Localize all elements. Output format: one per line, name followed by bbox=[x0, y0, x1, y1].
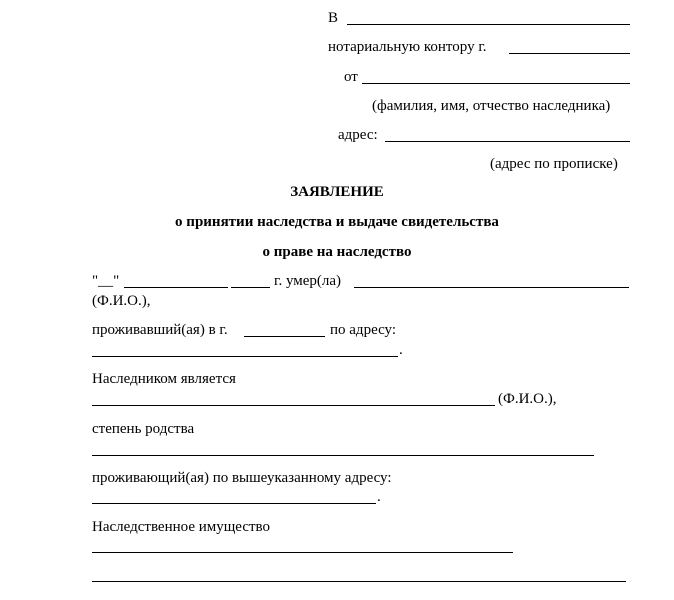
address-label: адрес: bbox=[338, 127, 378, 143]
from-label: от bbox=[344, 69, 358, 85]
heir-name-hint: (фамилия, имя, отчество наследника) bbox=[372, 98, 611, 114]
deceased-fio-label: (Ф.И.О.), bbox=[92, 293, 151, 309]
heir-fio-label: (Ф.И.О.), bbox=[498, 391, 557, 407]
to-blank-line bbox=[347, 24, 630, 25]
notary-city-blank-line bbox=[509, 53, 630, 54]
lived-address-blank-line bbox=[92, 356, 398, 357]
property-blank-line-1 bbox=[92, 552, 513, 553]
lived-address-period: . bbox=[399, 342, 403, 358]
address-hint: (адрес по прописке) bbox=[490, 156, 618, 172]
from-blank-line bbox=[362, 83, 630, 84]
date-month-blank-line bbox=[124, 287, 228, 288]
document-subtitle-2: о праве на наследство bbox=[262, 244, 412, 260]
heir-name-blank-line bbox=[92, 405, 495, 406]
notary-office-label: нотариальную контору г. bbox=[328, 39, 487, 55]
property-label: Наследственное имущество bbox=[92, 519, 271, 535]
date-year-blank-line bbox=[231, 287, 270, 288]
deceased-name-blank-line bbox=[354, 287, 629, 288]
heir-address-period: . bbox=[377, 489, 381, 505]
property-blank-line-2 bbox=[92, 581, 626, 582]
to-label: В bbox=[328, 10, 339, 26]
heir-address-blank-line bbox=[92, 503, 376, 504]
lived-in-city-label: проживавший(ая) в г. bbox=[92, 322, 228, 338]
lived-city-blank-line bbox=[244, 336, 325, 337]
heir-address-label: проживающий(ая) по вышеуказанному адресу: bbox=[92, 470, 392, 486]
kinship-label: степень родства bbox=[92, 421, 195, 437]
document-title: ЗАЯВЛЕНИЕ bbox=[290, 184, 384, 200]
heir-label: Наследником является bbox=[92, 371, 236, 387]
died-label: г. умер(ла) bbox=[274, 273, 342, 289]
address-blank-line bbox=[385, 141, 630, 142]
kinship-blank-line bbox=[92, 455, 594, 456]
lived-address-label: по адресу: bbox=[330, 322, 397, 338]
date-quote: "__" bbox=[92, 273, 120, 289]
document-subtitle-1: о принятии наследства и выдаче свидетельства bbox=[175, 214, 499, 230]
